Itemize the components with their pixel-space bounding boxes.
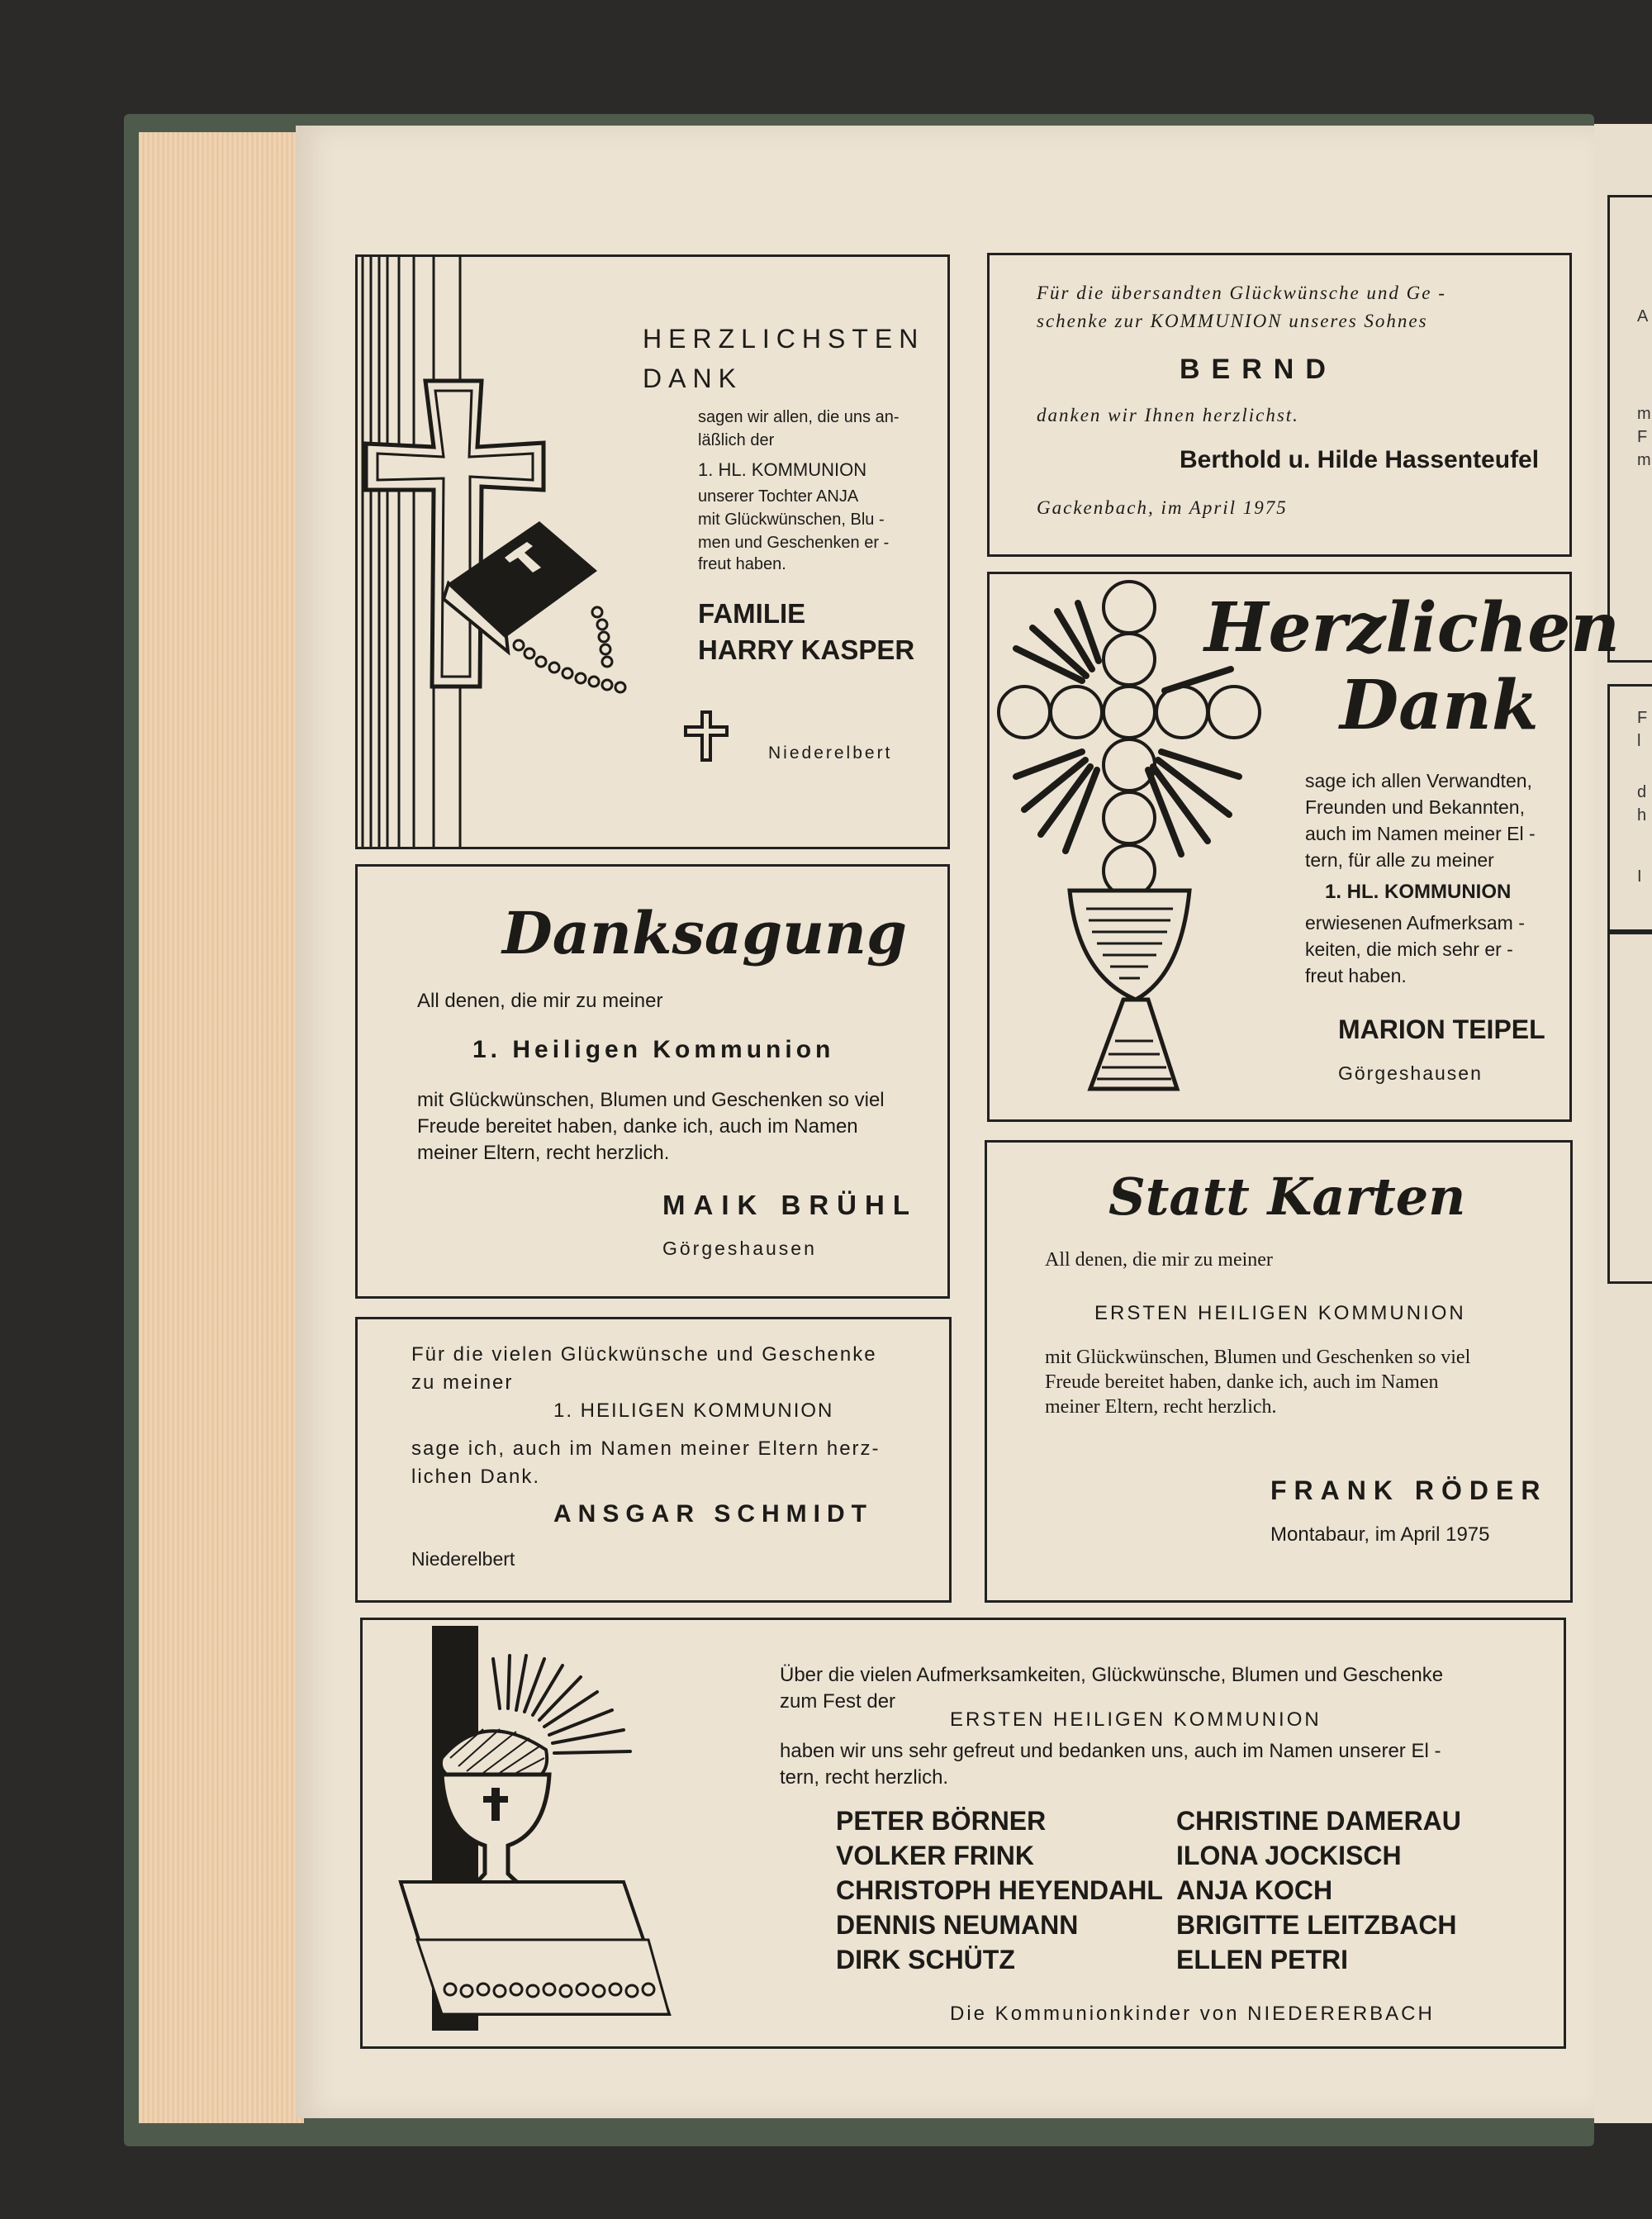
ad-bruehl-text: Freude bereitet haben, danke ich, auch im Namen xyxy=(417,1115,858,1138)
ad-hassenteufel-text: danken wir Ihnen herzlichst. xyxy=(1037,405,1299,425)
ad-teipel-text: freut haben. xyxy=(1305,965,1407,986)
ad-roeder-name: FRANK RÖDER xyxy=(1270,1475,1548,1505)
ad-bruehl-kommunion: 1. Heiligen Kommunion xyxy=(472,1036,835,1063)
ad-bruehl-place: Görgeshausen xyxy=(662,1238,817,1259)
next-page-text: F xyxy=(1637,709,1648,727)
ad-roeder-text: meiner Eltern, recht herzlich. xyxy=(1045,1396,1277,1418)
ad-hassenteufel-parents: Berthold u. Hilde Hassenteufel xyxy=(1180,446,1540,473)
ad-kasper-name: HARRY KASPER xyxy=(698,634,915,665)
next-page-text: l xyxy=(1637,732,1641,750)
ad-roeder-place-date: Montabaur, im April 1975 xyxy=(1270,1523,1490,1546)
child-name: ANJA KOCH xyxy=(1176,1875,1333,1905)
ad-kasper-heading: HERZLICHSTEN xyxy=(643,324,925,354)
ad-roeder-text: Freude bereitet haben, danke ich, auch im Namen xyxy=(1045,1371,1439,1393)
next-page-box xyxy=(1607,932,1652,1284)
ad-roeder-title: Statt Karten xyxy=(1108,1167,1466,1227)
ad-teipel-text: Freunden und Bekannten, xyxy=(1305,796,1525,818)
ad-kinder-footer: Die Kommunionkinder von NIEDERERBACH xyxy=(950,2003,1435,2025)
ad-hassenteufel-text: schenke zur KOMMUNION unseres Sohnes xyxy=(1037,311,1428,331)
next-page-text: I xyxy=(1637,867,1642,886)
child-name: DIRK SCHÜTZ xyxy=(836,1945,1015,1974)
next-page-text: d xyxy=(1637,783,1647,801)
ad-teipel-place: Görgeshausen xyxy=(1338,1062,1483,1084)
ad-teipel-name: MARION TEIPEL xyxy=(1338,1014,1545,1044)
ad-teipel-text: erwiesenen Aufmerksam - xyxy=(1305,912,1525,934)
ad-kasper-text: unserer Tochter ANJA xyxy=(698,487,859,506)
ad-roeder-text: All denen, die mir zu meiner xyxy=(1045,1249,1273,1271)
ad-kasper-text: mit Glückwünschen, Blu - xyxy=(698,511,885,529)
next-page-text: F xyxy=(1637,428,1648,446)
child-name: BRIGITTE LEITZBACH xyxy=(1176,1910,1457,1940)
next-page-text: h xyxy=(1637,806,1647,824)
child-name: ILONA JOCKISCH xyxy=(1176,1841,1402,1870)
child-name: CHRISTINE DAMERAU xyxy=(1176,1806,1461,1836)
ad-teipel-kommunion: 1. HL. KOMMUNION xyxy=(1325,881,1512,903)
ad-teipel-title: Dank xyxy=(1340,666,1539,745)
child-name: PETER BÖRNER xyxy=(836,1806,1047,1836)
ad-teipel-title: Herzlichen xyxy=(1204,588,1621,668)
next-page-text: m xyxy=(1637,405,1651,423)
child-name: ELLEN PETRI xyxy=(1176,1945,1349,1974)
ad-kinder-text: haben wir uns sehr gefreut und bedanken uns, auch im Namen unserer El - xyxy=(780,1740,1441,1762)
cross-bible-rosary-illustration xyxy=(358,257,630,847)
ad-schmidt-text: sage ich, auch im Namen meiner Eltern herz- xyxy=(411,1437,881,1460)
child-name: CHRISTOPH HEYENDAHL xyxy=(836,1875,1163,1905)
ad-bruehl-text: mit Glückwünschen, Blumen und Geschenken so viel xyxy=(417,1089,885,1111)
ad-kinder-text: tern, recht herzlich. xyxy=(780,1766,949,1789)
ad-bruehl-text: All denen, die mir zu meiner xyxy=(417,990,663,1012)
ad-kasper-text: men und Geschenken er - xyxy=(698,534,890,552)
ad-kasper-heading: DANK xyxy=(643,363,743,393)
ad-kasper-text: 1. HL. KOMMUNION xyxy=(698,459,867,480)
ad-schmidt-kommunion: 1. HEILIGEN KOMMUNION xyxy=(553,1399,834,1422)
ad-teipel-text: auch im Namen meiner El - xyxy=(1305,823,1536,844)
ad-bruehl-name: MAIK BRÜHL xyxy=(662,1190,918,1220)
ad-schmidt-text: lichen Dank. xyxy=(411,1466,541,1488)
ad-bruehl-text: meiner Eltern, recht herzlich. xyxy=(417,1142,670,1164)
ad-kasper-text: freut haben. xyxy=(698,555,786,573)
ad-kasper-name: FAMILIE xyxy=(698,598,806,629)
ad-teipel-text: tern, für alle zu meiner xyxy=(1305,849,1494,871)
next-page-text: m xyxy=(1637,451,1651,469)
ad-roeder-text: mit Glückwünschen, Blumen und Geschenken so viel xyxy=(1045,1347,1471,1368)
ad-roeder-kommunion: ERSTEN HEILIGEN KOMMUNION xyxy=(1094,1302,1466,1324)
ad-bruehl-title: Danksagung xyxy=(502,899,907,967)
ad-schmidt-text: zu meiner xyxy=(411,1371,514,1394)
child-name: VOLKER FRINK xyxy=(836,1841,1034,1870)
rosary-cross-icon xyxy=(686,712,752,762)
page-edges xyxy=(139,132,304,2123)
ad-hassenteufel-place-date: Gackenbach, im April 1975 xyxy=(1037,497,1288,518)
ad-teipel-text: sage ich allen Verwandten, xyxy=(1305,770,1532,791)
ad-schmidt-place: Niederelbert xyxy=(411,1548,515,1570)
ad-schmidt-text: Für die vielen Glückwünsche und Geschenke xyxy=(411,1343,877,1366)
child-name: DENNIS NEUMANN xyxy=(836,1910,1079,1940)
chalice-altar-illustration xyxy=(384,1626,681,2039)
ad-kasper-text: sagen wir allen, die uns an- xyxy=(698,408,900,426)
ad-kinder-text: zum Fest der xyxy=(780,1690,896,1713)
ad-kasper-place: Niederelbert xyxy=(768,744,893,763)
ad-hassenteufel-text: Für die übersandten Glückwünsche und Ge - xyxy=(1037,283,1446,303)
ad-kinder-text: Über die vielen Aufmerksamkeiten, Glückwünsche, Blumen und Geschenke xyxy=(780,1664,1444,1686)
next-page-text: A xyxy=(1637,307,1649,325)
ad-schmidt-name: ANSGAR SCHMIDT xyxy=(553,1500,873,1528)
ad-kasper-text: läßlich der xyxy=(698,431,775,449)
ad-kinder-kommunion: ERSTEN HEILIGEN KOMMUNION xyxy=(950,1708,1322,1731)
ad-hassenteufel-child-name: BERND xyxy=(1180,354,1337,385)
ad-teipel-text: keiten, die mich sehr er - xyxy=(1305,938,1513,960)
